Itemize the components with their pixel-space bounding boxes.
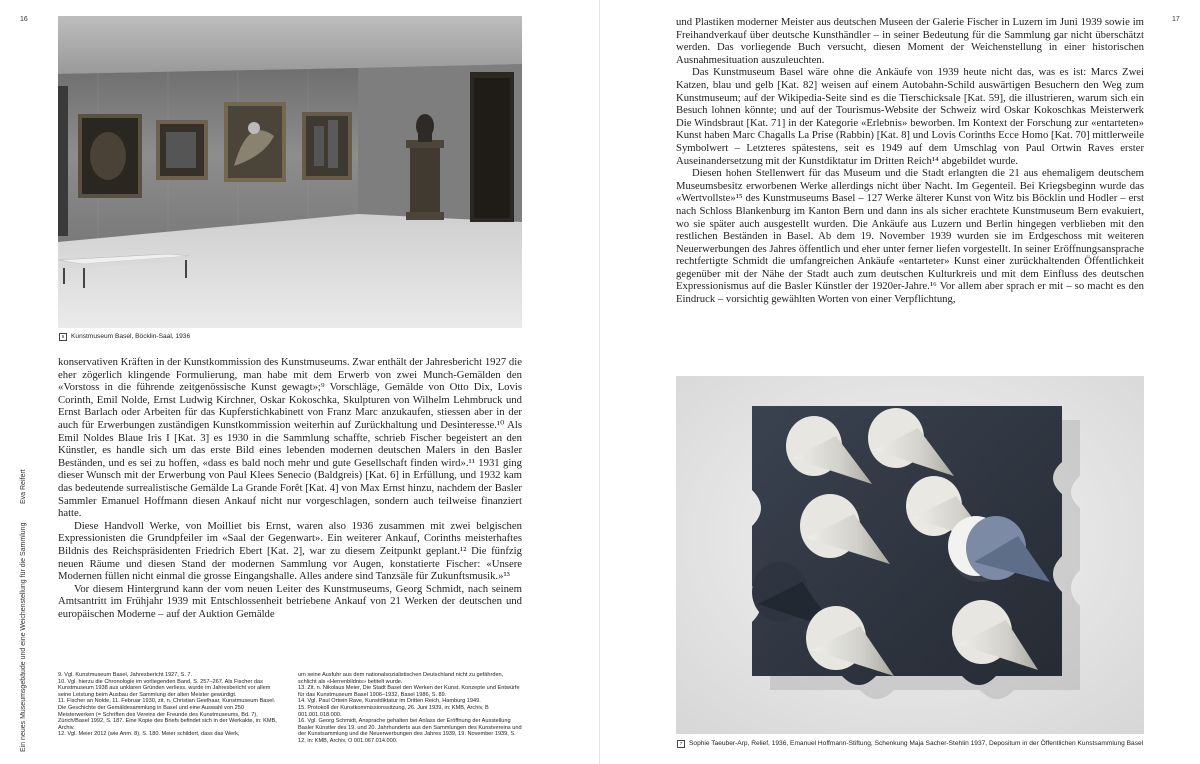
footnote: 14. Vgl. Paul Ortwin Rave, Kunstdiktatur im Dritten Reich, Hamburg 1949. [298,698,481,705]
paragraph: Diese Handvoll Werke, von Moilliet bis Ernst, waren also 1936 zusammen mit zwei belgischen Expressionisten die Grundpfeiler im «Saal der Gegenwart». Ein weiterer Ankauf, Corinths meisterhaftes Bildnis des Reichspräsidenten Friedrich Ebert [Kat. 2], war zu diesem Zeitpunkt geplant.¹² Die fünfzig neuen Räume und diesen Stand der modernen Sammlung vor Augen, konstatierte Fischer: «Unsere Modernen füllen nicht einmal die grosse Eingangshalle. Alles andere sind Tanzsäle für Zukunftsmusik.»¹³ [58,519,522,583]
figure-caption-text: Kunstmuseum Basel, Böcklin-Saal, 1936 [71,333,191,340]
paragraph: Vor diesem Hintergrund kann der vom neuen Leiter des Kunstmuseums, Georg Schmidt, nach seinem Amtsantritt im Frühjahr 1939 mit Entschlossenheit betriebene Ankauf von 21 Werken der deutschen und europäischen Moderne – auf der Auktion Gemälde [58,582,522,620]
gallery-photo [58,16,522,328]
right-page [600,0,1200,764]
footnote: 15. Protokoll der Kunstkommissionssitzung, 26. Juni 1939, in: KMB, Archiv, B 001.001.018.000. [298,704,489,718]
footnote: um seine Ausfuhr aus dem nationalsozialistischen Deutschland nicht zu gefährden, schlicht als «Herrenbildnis» betitelt wurde. [298,672,504,685]
footnote: 16. Vgl. Georg Schmidt, Ansprache gehalten bei Anlass der Eröffnung der Ausstellung Basler Künstler des 19. und 20. Jahrhunderts aus den Sammlungen des Kunstvereins und der Kunstsammlung und die Neuerwerbungen des Jahres 1939, 19. November 1939, S. 12, in: KMB, Archiv, O 001.067.014.000. [298,718,522,744]
page-number-right: 17 [1172,16,1180,23]
footnote: 10. Vgl. hierzu die Chronologie im vorliegenden Band, S. 257–267. Als Fischer das Kunstmuseum 1938 aus unklaren Gründen verliess, wurde im Jahresbericht vor allem seine Leistung beim Ausbau der Sammlung der alten Meister gewürdigt. [58,678,271,698]
running-head-author: Eva Reifert [20,469,27,504]
footnotes-column-1 [58,672,280,738]
running-head-section: Ein neues Museumsgebäude und eine Weichenstellung für die Sammlung [20,522,27,752]
figure-caption-right [677,740,1143,748]
paragraph: Diesen hohen Stellenwert für das Museum und die Stadt erlangten die 21 aus ehemaligem deutschem Museumsbesitz erworbenen Werke allerdings nicht über Nacht. Im Gegenteil. Bei Kriegsbeginn wurde das «Wertvollste»¹⁵ des Kunstmuseums Basel – 127 Werke älterer Kunst von Witz bis Böcklin und Hodler – erst nach Schloss Blankenburg im Kanton Bern und dann ins als sicher erachtete Kunstmuseum Bern evakuiert, wo sie später auch ausgestellt wurden. Die Ankäufe aus Luzern und Berlin hingegen verblieben mit den restlichen Beständen in Basel. Ab dem 19. November 1939 wurden sie im Erdgeschoss mit weiteren Neuerwerbungen des Jahres öffentlich und eher unter ferner liefen vorgestellt. In seiner Eröffnungsansprache rechtfertigte Schmidt die umfangreichen Ankäufe «entarteter» Kunst einer zurückhaltenden Öffentlichkeit gegenüber mit der Nähe der Stadt auch zum deutschen Kulturkreis und mit dem Einfluss des deutschen Expressionismus auf die Basler Künstler der 1920er-Jahre.¹⁶ Vor allem aber sprach er mit – so macht es den Eindruck – vorsichtig gewählten Worten von einer Verpflichtung, [676,167,1144,306]
footnotes-column-2 [298,672,522,745]
footnote: 13. Zit. n. Nikolaus Meier, Die Stadt Basel den Werken der Kunst. Konzepte und Entwürfe für das Kunstmuseum Basel 1906–1932, Basel 1986, S. 89. [298,685,520,698]
figure-caption-text: Sophie Taeuber-Arp, Relief, 1936, Emanuel Hoffmann-Stiftung, Schenkung Maja Sacher-Stehlin 1937, Depositum in der Öffentlichen Kunstsammlung Basel [689,740,1144,747]
figure-number-box: 6 [59,333,67,341]
left-body-text [58,356,522,620]
relief-photo [676,376,1144,734]
paragraph: konservativen Kräften in der Kunstkommission des Kunstmuseums. Zwar enthält der Jahresbericht 1927 die eher zögerlich klingende Formulierung, man habe mit dem Erwerb von zwei Munch-Gemälden den «Vorstoss in die führende zeitgenössische Kunst gewagt»;⁹ Vorschläge, Gemälde von Otto Dix, Lovis Corinth, Emil Nolde, Ernst Ludwig Kirchner, Oskar Kokoschka, Skulpturen von Wilhelm Lehmbruck und Ernst Barlach oder Arbeiten für das Kupferstichkabinett von Franz Marc anzukaufen, stiessen aber in der auch für Erwerbungen zuständigen Kunstkommission weiterhin auf Zurückhaltung und Desinteresse.¹⁰ Als Emil Noldes Blaue Iris I [Kat. 3] es 1930 in die Sammlung schaffte, schrieb Fischer begeistert an den Künstler, es handle sich um das erste Bild eines lebenden modernen deutschen Malers in den Basler Beständen, und es sei zu hoffen, «dass es bald noch mehr und gute Gesellschaft finden wird».¹¹ 1931 ging dieser Wunsch mit der Erwerbung von Paul Klees Senecio (Baldgreis) [Kat. 6] in Erfüllung, und 1932 kam das bedeutende surrealistische Gemälde La Grande Forêt [Kat. 4] von Max Ernst hinzu, nachdem der Basler Sammler Emanuel Hoffmann diesen Ankauf nicht nur vorgeschlagen, sondern auch teilweise finanziert hatte. [58,356,522,520]
footnote: 9. Vgl. Kunstmuseum Basel, Jahresbericht 1927, S. 7. [58,672,193,678]
footnote: 11. Fischer an Nolde, 11. Februar 1930, zit. n. Christian Geelhaar, Kunstmuseum Basel. Die Geschichte der Gemäldesammlung in Basel und eine Auswahl von 250 Meisterwerken (= Schriften des Vereins der Freunde des Kunstmuseums, Bd. 7), Zürich/Basel 1992, S. 187. Eine Kopie des Briefs befindet sich in der Werkakte, in: KMB, Archiv. [58,698,277,731]
figure-number-box: 7 [677,740,685,748]
paragraph: Das Kunstmuseum Basel wäre ohne die Ankäufe von 1939 heute nicht das, was es ist: Marcs Zwei Katzen, blau und gelb [Kat. 82] weisen auf einem Autobahn-Schild auswärtigen Besuchern den Weg zum Kunstmuseum; auf der Wikipedia-Seite sind es die Tierschicksale [Kat. 59], die illustrieren, warum sich ein Besuch lohnen könnte; und auf der Tourismus-Website der Schweiz wird Oskar Kokoschkas Meisterwerk Die Windsbraut [Kat. 71] in der Kategorie «Erlebnis» beworben. Im Kontext der Forschung zur «entarteten» Kunst haben Marc Chagalls La Prise (Rabbin) [Kat. 8] und Lovis Corinths Ecce Homo [Kat. 70] mittlerweile Symbolwert – Letzteres spätestens, seit es 1949 auf dem Umschlag von Paul Ortwin Raves erster Auseinandersetzung mit der Kunstdiktatur im Dritten Reich¹⁴ abgebildet wurde. [676,66,1144,167]
footnote: 12. Vgl. Meier 2012 (wie Anm. 8), S. 180. Meier schildert, dass das Werk, [58,731,240,738]
right-body-text [676,16,1144,306]
figure-caption-left [59,333,190,341]
paragraph: und Plastiken moderner Meister aus deutschen Museen der Galerie Fischer in Luzern im Juni 1939 sowie im Freihandverkauf über deutsche Kunsthändler – in seiner Bedeutung für die Sammlung gar nicht überschätzt werden. Das vorliegende Buch versucht, diesen Moment der Weichenstellung in einer historischen Ausnahmesituation auszuleuchten. [676,16,1144,66]
page-number-left: 16 [20,16,28,23]
